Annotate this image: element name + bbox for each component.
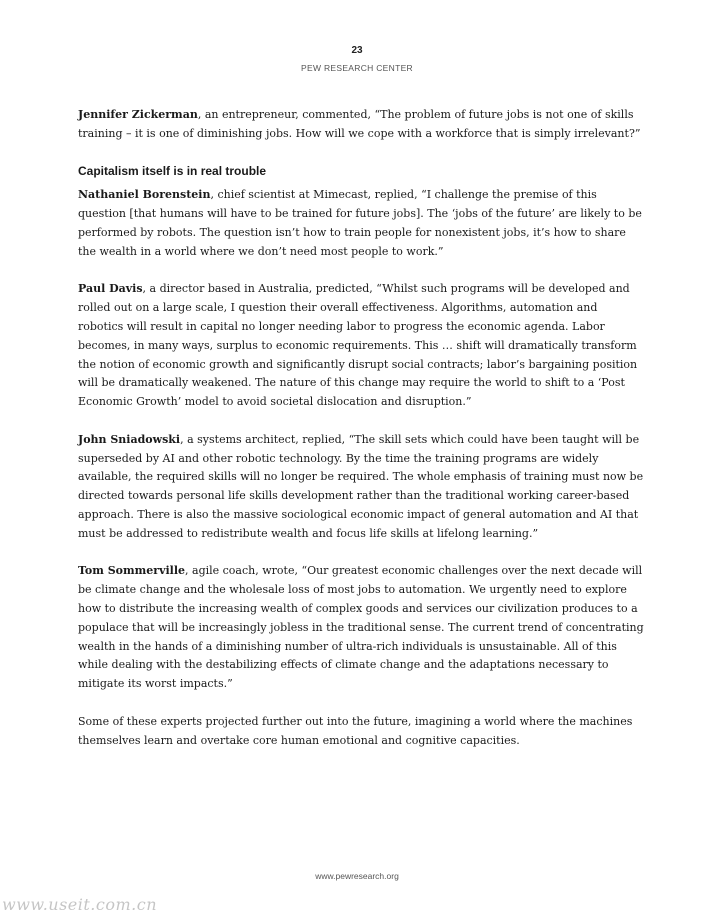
closing-paragraph: Some of these experts projected further out into the future, imagining a world where the machines themselves learn and overtake core human emotional and cognitive capacities. [78, 714, 633, 747]
page-number: 23 [351, 45, 363, 56]
quote-text: , an entrepreneur, commented, “The problem of future jobs is not one of skills training – it is one of diminishing jobs. How will we cope with a workforce that is simply irrelevant?” [78, 108, 641, 140]
speaker-name: Nathaniel Borenstein [78, 188, 211, 202]
quote-text: , a systems architect, replied, “The skill sets which could have been taught will be superseded by AI and other robotic technology. By the time the training programs are widely available, the required skills will no longer be required. The whole emphasis of training must now be directed towards personal life skills development rather than the traditional working career-based approach. There is also the massive sociological economic impact of general automation and AI that must be addressed to redistribute wealth and focus life skills at lifelong learning.” [78, 432, 644, 540]
footer-url: www.pewresearch.org [315, 871, 399, 881]
speaker-name: Paul Davis [78, 282, 143, 296]
watermark: www.useit.com.cn [2, 895, 158, 914]
quote-paragraph [78, 280, 644, 412]
section-heading: Capitalism itself is in real trouble [78, 164, 267, 179]
quote-paragraph [78, 562, 644, 694]
quote-paragraph [78, 106, 644, 144]
organization-header: PEW RESEARCH CENTER [301, 63, 413, 73]
speaker-name: Tom Sommerville [78, 564, 186, 578]
quote-paragraph [78, 431, 644, 544]
quote-text: , agile coach, wrote, “Our greatest economic challenges over the next decade will be climate change and the wholesale loss of most jobs to automation. We urgently need to explore how to distribute the increasing wealth of complex goods and services our civilization produces to a populace that will be increasingly jobless in the traditional sense. The current trend of concentrating wealth in the hands of a diminishing number of ultra-rich individuals is unsustainable. All of this while dealing with the destabilizing effects of climate change and the adaptations necessary to mitigate its worst impacts.” [78, 564, 644, 691]
quote-text: , chief scientist at Mimecast, replied, “I challenge the premise of this question [that humans will have to be trained for future jobs]. The ‘jobs of the future’ are likely to be performed by robots. The question isn’t how to train people for nonexistent jobs, it’s how to share the wealth in a world where we don’t need most people to work.” [78, 188, 642, 258]
quote-text: , a director based in Australia, predicted, “Whilst such programs will be developed and rolled out on a large scale, I question their overall effectiveness. Algorithms, automation and robotics will result in capital no longer needing labor to progress the economic agenda. Labor becomes, in many ways, surplus to economic requirements. This … shift will dramatically transform the notion of economic growth and significantly disrupt social contracts; labor’s bargaining position will be dramatically weakened. The nature of this change may require the world to shift to a ‘Post Economic Growth’ model to avoid societal dislocation and disruption.” [78, 282, 638, 409]
speaker-name: Jennifer Zickerman [78, 108, 198, 121]
quote-paragraph [78, 186, 644, 261]
document-body [78, 106, 644, 769]
speaker-name: John Sniadowski [78, 432, 181, 446]
